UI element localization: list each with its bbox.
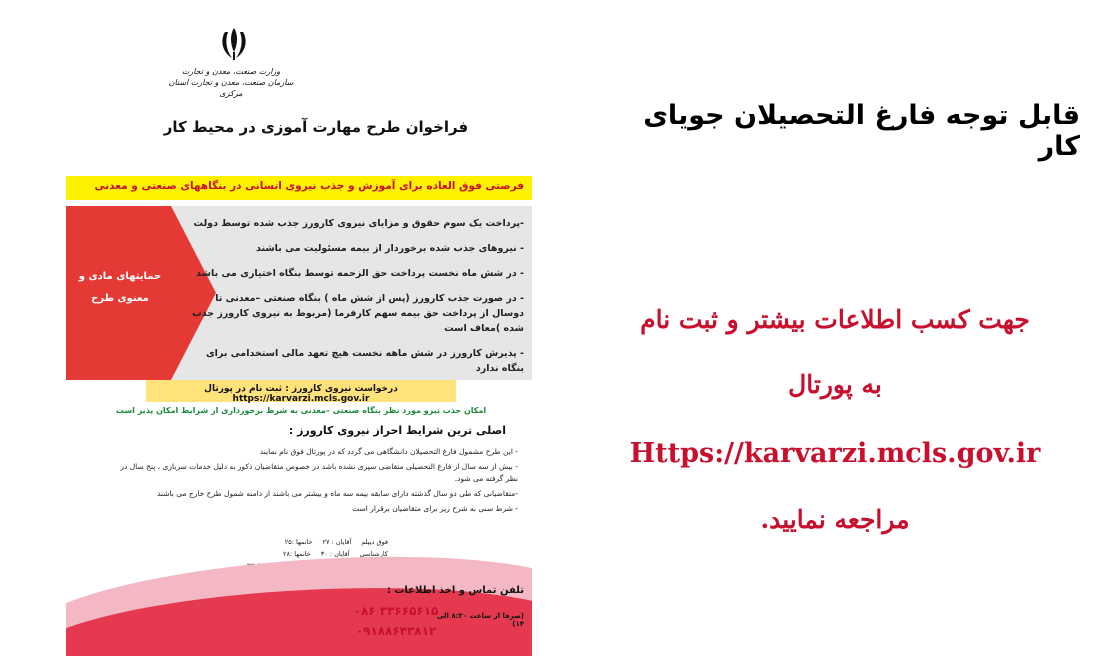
recruitment-poster: [66, 0, 532, 656]
benefit-item: - در صورت جذب کارورز (پس از شش ماه ) بنگاه صنعتی –معدنی تا دوسال از پرداخت حق بیمه سهم کارفرما (مربوط به نیروی کارورز جذب شده )معاف است: [192, 293, 524, 334]
announcement-title: قابل توجه فارغ التحصیلان جویای کار: [643, 100, 1080, 162]
portal-line: به پورتال: [788, 370, 882, 399]
age-men: آقایان : ۲۷: [322, 538, 352, 546]
benefit-item: - در شش ماه نخست پرداخت حق الزحمه توسط بنگاه اختیاری می باشد: [196, 268, 524, 279]
conditions-title: اصلی ترین شرایط احراز نیروی کارورز :: [288, 424, 506, 437]
age-women: خانمها :۲۵: [284, 538, 313, 546]
phone-number: ۰۸۶ ۳۳۶۶۵۶۱۵: [353, 604, 439, 618]
ministry-line1: وزارت صنعت، معدن و تجارت: [181, 67, 281, 76]
iran-emblem-icon: [216, 24, 252, 64]
contact-hours: (صرفا از ساعت ۸:۳۰ الی ۱۴): [436, 612, 524, 628]
condition-item: - این طرح مشمول فارغ التحصیلان دانشگاهی می گردد که در پورتال فوق نام نمایند: [259, 447, 518, 456]
age-degree: فوق دیپلم: [361, 538, 388, 546]
benefit-item: - نیروهای جذب شده برخوردار از بیمه مسئولیت می باشند: [255, 243, 524, 254]
contact-title: تلفن تماس و اخذ اطلاعات :: [386, 585, 524, 596]
age-men: آقایان : ۳۰: [320, 550, 350, 558]
condition-item: - بیش از سه سال از فارغ التحصیلی متقاضی سپری نشده باشد در خصوص متقاضیان ذکور به دلیل خدمات سربازی ، پنج سال در نظر گرفته می شود.: [120, 462, 518, 483]
poster-title: فراخوان طرح مهارت آموزی در محیط کار: [163, 118, 469, 136]
support-label: حمایتهای مادی و معنوی طرح: [78, 271, 162, 304]
condition-item: - شرط سنی به شرح زیر برای متقاضیان برقرار است: [352, 504, 518, 513]
age-degree: کارشناسی: [359, 550, 388, 558]
green-note: امکان جذب نیرو مورد نظر بنگاه صنعتی –معدنی به شرط برخورداری از شرایط امکان پذیر است: [115, 406, 487, 415]
benefit-item: -پرداخت یک سوم حقوق و مزایای نیروی کارورز جذب شده توسط دولت: [193, 218, 524, 229]
ministry-line2: سازمان صنعت، معدن و تجارت استان مرکزی: [168, 78, 294, 98]
age-women: خانمها :۲۸: [282, 550, 311, 558]
request-text: درخواست نیروی کارورز : ثبت نام در پورتال https://karvarzi.mcls.gov.ir: [204, 384, 398, 404]
yellow-heading: فرصتی فوق العاده برای آموزش و جذب نیروی انسانی در بنگاههای صنعتی و معدنی: [94, 180, 524, 192]
age-row: [158, 536, 388, 548]
mobile-number: ۰۹۱۸۸۶۴۳۸۱۲: [355, 624, 437, 638]
info-line: جهت کسب اطلاعات بیشتر و ثبت نام: [640, 305, 1030, 334]
ministry-name: [166, 66, 296, 99]
visit-line: مراجعه نمایید.: [760, 505, 910, 534]
benefits-list: [186, 216, 524, 386]
condition-item: -متقاضیانی که طی دو سال گذشته دارای سابقه بیمه سه ماه و بیشتر می باشند از دامنه شمول طرح خارج می باشند: [157, 489, 518, 498]
portal-url[interactable]: Https://karvarzi.mcls.gov.ir: [629, 438, 1041, 469]
benefit-item: - پذیرش کارورز در شش ماهه نخست هیچ تعهد مالی استخدامی برای بنگاه ندارد: [205, 348, 524, 374]
conditions-list: [106, 446, 518, 518]
